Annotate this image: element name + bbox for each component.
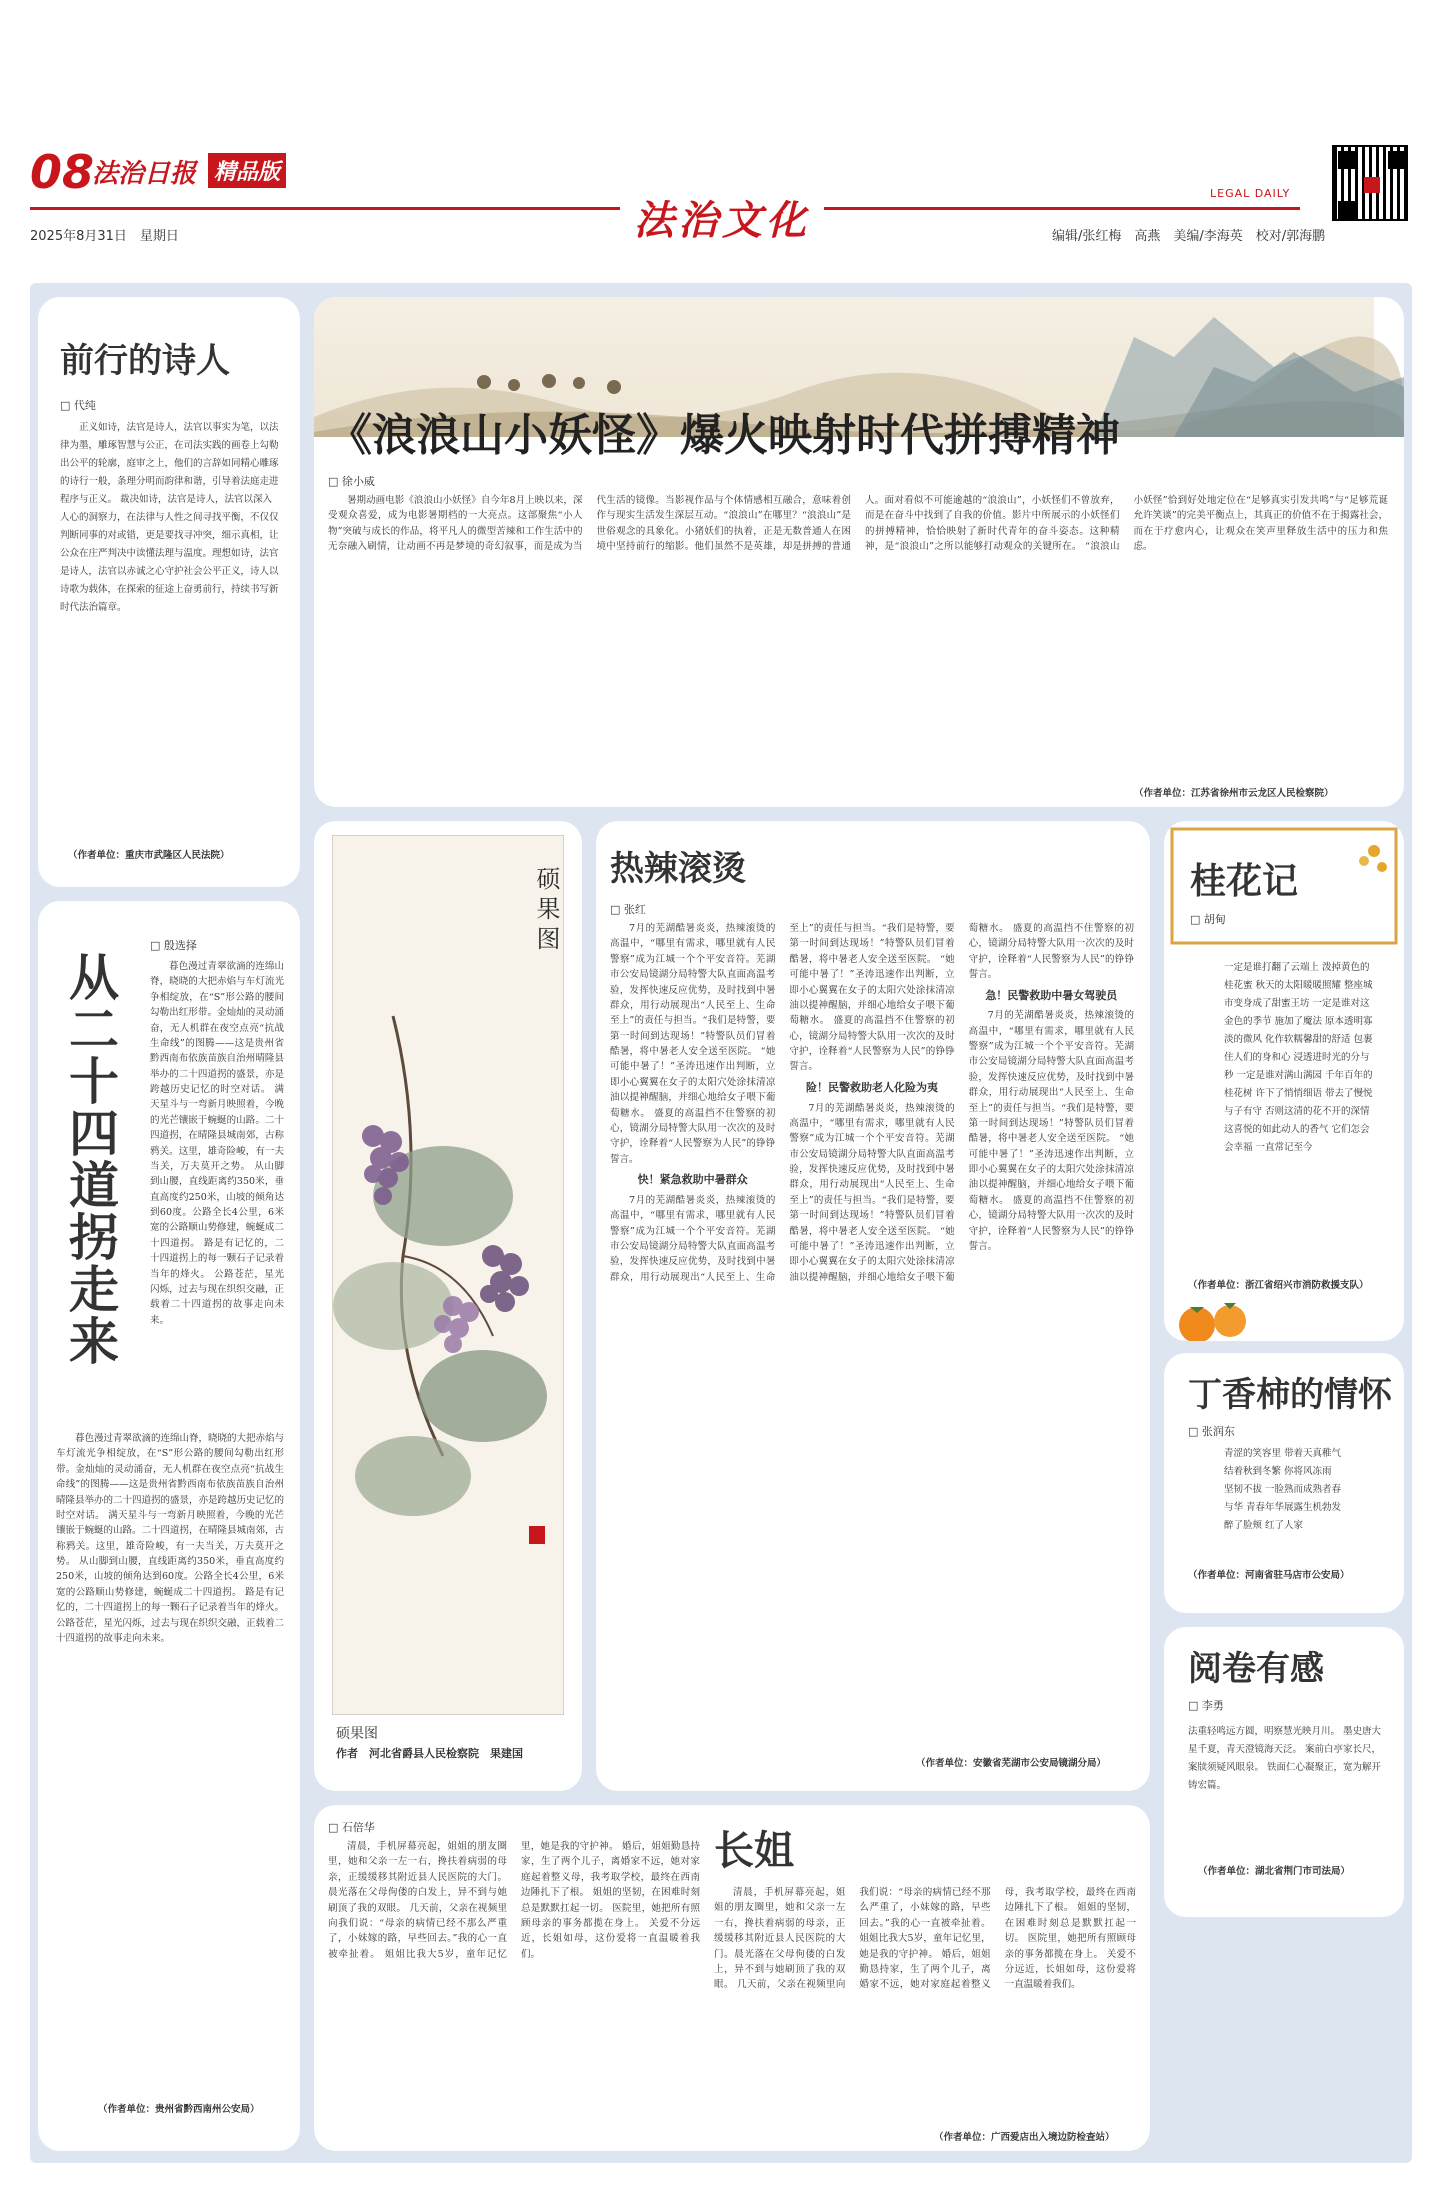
article-sister-panel	[314, 1805, 1150, 2151]
poem-body: 正义如诗，法官是诗人，法官以事实为笔，以法律为墨，雕琢智慧与公正，在司法实践的画卷上勾勒出公平的轮廓，庭审之上，他们的言辞如同精心雕琢的诗行一般，条理分明而韵律和谐，引导着法庭走进程序与正义。 裁决如诗，法官是诗人，法官以深入人心的洞察力，在法律与人性之间寻找平衡，不仅仅判断同事的对或错，更是要找寻冲突，细示真相，让公众在庄严判决中读懂法理与温度。理想如诗，法官是诗人，法官以赤诚之心守护社会公平正义，诗人以诗歌为载体，在探索的征途上奋勇前行，持续书写新时代法治篇章。	[60, 422, 279, 614]
poem-byline: □ 李勇	[1188, 1699, 1224, 1712]
article-hot-text-4: 7月的芜湖酷暑炎炎，热辣滚烫的高温中，“哪里有需求，哪里就有人民警察”成为江城一个个平安音符。芜湖市公安局镜湖分局特警大队直面高温考验，发挥快速反应优势，及时找到中暑群众，用行动展现出“人民至上、生命至上”的责任与担当。“我们是特警，要第一时间到达现场！”特警队员们冒着酷暑，将中暑老人安全送至医院。 “她可能中暑了！”圣涛迅速作出判断，立即小心翼翼在女子的太阳穴处涂抹清凉油以提神醒脑，并细心地给女子喂下葡萄糖水。 盛夏的高温挡不住警察的初心，镜湖分局特警大队用一次次的及时守护，诠释着“人民警察为人民”的铮铮誓言。	[968, 1010, 1134, 1252]
main-article-body	[328, 493, 1388, 783]
author-note: （作者单位：浙江省绍兴市消防救援支队）	[1188, 1280, 1369, 1291]
article-sister-text-left: 清晨，手机屏幕亮起，姐姐的朋友圈里，她和父亲一左一右，搀扶着病弱的母亲，正缓缓移其附近县人民医院的大门。晨光落在父母佝偻的白发上，异不到与她刷顶了我的双眼。 几天前，父亲在视频里向我们说：“母亲的病情已经不那么严重了，小妹嫁的路，早些回去。”我的心一直被牵扯着。 姐姐比我大5岁，童年记忆里，她是我的守护神。 婚后，姐姐勤恳持家，生了两个儿子，离婚家不远，她对家庭起着整义母，我考取学校，最终在西南边陲扎下了根。 姐姐的坚韧，在困难时刻总是默默扛起一切。 医院里，她把所有照顾母亲的事务都揽在身上。 关爱不分远近，长姐如母，这份爱将一直温暖着我们。	[328, 1841, 700, 1960]
persimmon-icon	[1172, 1291, 1262, 1341]
author-note: （作者单位：贵州省黔西南州公安局）	[98, 2104, 260, 2115]
author-note: （作者单位：安徽省芜湖市公安局镜湖分局）	[916, 1758, 1107, 1769]
qr-code-icon	[1332, 145, 1408, 221]
grape-painting	[333, 836, 565, 1716]
edition-name-badge: 精品版	[208, 153, 286, 188]
author-note: （作者单位：广西爱店出入境边防检查站）	[934, 2132, 1115, 2143]
poem-title: 丁香柿的情怀	[1188, 1375, 1392, 1415]
page-frame	[30, 283, 1412, 2163]
poem-panel-osmanthus	[1164, 821, 1404, 1341]
poem-title: 桂花记	[1190, 861, 1299, 902]
main-article-title: 《浪浪山小妖怪》爆火映射时代拼搏精神	[328, 410, 1120, 461]
main-article-text: 暑期动画电影《浪浪山小妖怪》自今年8月上映以来，深受观众喜爱，成为电影暑期档的一大亮点。这部聚焦“小人物”突破与成长的作品，将平凡人的微型苦辣和工作生活中的无奈融入刷情，让动画不再是梦境的奇幻叙事，而是成为当代生活的镜像。当影视作品与个体情感相互融合，意味着创作与现实生活发生深层互动。“浪浪山”在哪里？“浪浪山”是世俗观念的具象化。小猪妖们的执着，正是无数普通人在困境中坚持前行的缩影。他们虽然不是英雄，却是拼搏的普通人。面对看似不可能逾越的“浪浪山”，小妖怪们不曾放弃，而是在奋斗中找到了自我的价值。影片中所展示的小妖怪们的拼搏精神，恰恰映射了新时代青年的奋斗姿态。这种精神，是“浪浪山”之所以能够打动观众的关键所在。 “浪浪山小妖怪”恰到好处地定位在“足够真实引发共鸣”与“足够荒诞允许笑谈”的完美平衡点上，其真正的价值不在于揭露社会，而在于疗愈内心，让观众在笑声里释放生活中的压力和焦虑。	[328, 495, 1388, 553]
article-sister-body-left	[328, 1839, 700, 2129]
prose-title: 从二十四道拐走来	[61, 951, 119, 1367]
poem-byline: □ 胡甸	[1190, 913, 1226, 926]
article-sister-title: 长姐	[714, 1828, 794, 1874]
poem-panel-poet	[38, 297, 300, 887]
prose-byline: □ 殷选择	[150, 939, 197, 952]
main-article-byline: □ 徐小威	[328, 475, 375, 488]
prose-body: 暮色漫过青翠欲滴的连绵山脊，晓晓的大把赤焰与车灯流光争相绽放，在“S”形公路的腰间勾勒出红形带。金灿灿的灵动涌奋，无人机群在夜空点亮“抗战生命线”的图腾——这是贵州省黔西南布依族苗族自治州晴隆县举办的二十四道拐的盛景，亦是跨越历史记忆的时空对话。 满天星斗与一弯新月映照着，今晚的光芒镶嵌于蜿蜒的山路。二十四道拐，在晴隆县城南郊，古称鸦关。这里，雄奇险峻，有一夫当关，万夫莫开之势。 从山脚到山腰，直线距离约350米，垂直高度约250米，山坡的倾角达到60度。公路全长4公里，6米宽的公路顺山势修建，蜿蜒成二十四道拐。 路是有记忆的，二十四道拐上的每一颗石子记录着当年的烽火。 公路苍茫，星光闪烁，过去与现在织织交融，正载着二十四道拐的故事走向未来。	[56, 1433, 284, 1644]
author-note: （作者单位：重庆市武隆区人民法院）	[68, 850, 230, 861]
author-note: （作者单位：湖北省荆门市司法局）	[1198, 1866, 1351, 1877]
poem-body: 青涩的笑容里 带着天真稚气 结着秋到冬繁 你将风冻雨 坚韧不拔 一脸熟而成熟者春与华 青春年华展露生机勃发 醉了脸颊 红了人家	[1224, 1448, 1342, 1532]
masthead	[30, 145, 1410, 245]
article-hot-panel	[596, 821, 1150, 1791]
painting-inscription: 硕果图	[532, 866, 560, 956]
poem-body: 一定是谁打翻了云端上 泼掉黄色的桂花蜜 秋天的太阳暖暖照耀 整座城市变身成了甜蜜王坊 一定是谁对这金色的季节 施加了魔法 原本透明寡淡的微风 化作软糯馨甜的舒适 包裹住人们的身和心 浸透进时光的分与秒 一定是谁对满山满园 千年百年的桂花树 许下了悄悄细语 带去了慢悦与子有守 否则这清的花不开的深情 这喜悦的如此动人的香气 它们怎会会幸福 一直常记至今	[1224, 962, 1373, 1154]
article-sister-text-right: 清晨，手机屏幕亮起，姐姐的朋友圈里，她和父亲一左一右，搀扶着病弱的母亲，正缓缓移其附近县人民医院的大门。晨光落在父母佝偻的白发上，异不到与她刷顶了我的双眼。 几天前，父亲在视频里向我们说：“母亲的病情已经不那么严重了，小妹嫁的路，早些回去。”我的心一直被牵扯着。 姐姐比我大5岁，童年记忆里，她是我的守护神。 婚后，姐姐勤恳持家，生了两个儿子，离婚家不远，她对家庭起着整义母，我考取学校，最终在西南边陲扎下了根。 姐姐的坚韧，在困难时刻总是默默扛起一切。 医院里，她把所有照顾母亲的事务都揽在身上。 关爱不分远近，长姐如母，这份爱将一直温暖着我们。	[714, 1887, 1136, 1991]
painting-caption: 硕果图	[336, 1726, 378, 1742]
prose-panel-24-turns	[38, 901, 300, 2151]
author-note: （作者单位：河南省驻马店市公安局）	[1188, 1570, 1350, 1581]
article-hot-text-3: 7月的芜湖酷暑炎炎，热辣滚烫的高温中，“哪里有需求，哪里就有人民警察”成为江城一个个平安音符。芜湖市公安局镜湖分局特警大队直面高温考验，发挥快速反应优势，及时找到中暑群众，用行动展现出“人民至上、生命至上”的责任与担当。“我们是特警，要第一时间到达现场！”特警队员们冒着酷暑，将中暑老人安全送至医院。 “她可能中暑了！”圣涛迅速作出判断，立即小心翼翼在女子的太阳穴处涂抹清凉油以提神醒脑，并细心地给女子喂下葡萄糖水。 盛夏的高温挡不住警察的初心，镜湖分局特警大队用一次次的及时守护，诠释着“人民警察为人民”的铮铮誓言。	[789, 923, 1134, 1283]
article-hot-byline: □ 张红	[610, 903, 646, 916]
editors-line: 编辑/张红梅 高燕 美编/李海英 校对/郭海鹏	[1052, 229, 1326, 244]
poem-title: 阅卷有感	[1188, 1649, 1324, 1689]
section-name: 法治文化	[620, 189, 824, 246]
page-number: 08	[30, 145, 95, 199]
poem-title: 前行的诗人	[60, 341, 230, 381]
article-hot-text-1: 7月的芜湖酷暑炎炎，热辣滚烫的高温中，“哪里有需求，哪里就有人民警察”成为江城一个个平安音符。芜湖市公安局镜湖分局特警大队直面高温考验，发挥快速反应优势，及时找到中暑群众，用行动展现出“人民至上、生命至上”的责任与担当。“我们是特警，要第一时间到达现场！”特警队员们冒着酷暑，将中暑老人安全送至医院。 “她可能中暑了！”圣涛迅速作出判断，立即小心翼翼在女子的太阳穴处涂抹清凉油以提神醒脑，并细心地给女子喂下葡萄糖水。 盛夏的高温挡不住警察的初心，镜湖分局特警大队用一次次的及时守护，诠释着“人民警察为人民”的铮铮誓言。	[610, 923, 776, 1165]
article-hot-subhead-3: 急！民警救助中暑女驾驶员	[985, 988, 1118, 1002]
author-note: （作者单位：江苏省徐州市云龙区人民检察院）	[1134, 788, 1334, 799]
article-sister-body-right	[714, 1885, 1136, 2121]
poem-panel-persimmon	[1164, 1353, 1404, 1613]
poem-byline: □ 张润东	[1188, 1425, 1235, 1438]
poem-panel-reading	[1164, 1627, 1404, 1917]
article-hot-text-2: 7月的芜湖酷暑炎炎，热辣滚烫的高温中，“哪里有需求，哪里就有人民警察”成为江城一个个平安音符。芜湖市公安局镜湖分局特警大队直面高温考验，发挥快速反应优势，及时找到中暑群众，用行动展现出“人民至上、生命至上”的责任与担当。“我们是特警，要第一时间到达现场！”特警队员们冒着酷暑，将中暑老人安全送至医院。 “她可能中暑了！”圣涛迅速作出判断，立即小心翼翼在女子的太阳穴处涂抹清凉油以提神醒脑，并细心地给女子喂下葡萄糖水。 盛夏的高温挡不住警察的初心，镜湖分局特警大队用一次次的及时守护，诠释着“人民警察为人民”的铮铮誓言。	[610, 923, 955, 1283]
poem-body: 法重轻鸣远方圆，明察慧光映月川。 墨史唐大星千夏，青天澄镜海天泛。 案前白亭家长尺，案牍须疑风眼泉。 铁面仁心凝聚正，宽为解开铸宏篇。	[1188, 1726, 1382, 1792]
paper-name: 法治日报	[92, 159, 197, 189]
legal-daily-label: LEGAL DAILY	[1210, 187, 1291, 200]
prose-body-top: 暮色漫过青翠欲滴的连绵山脊，晓晓的大把赤焰与车灯流光争相绽放，在“S”形公路的腰间勾勒出红形带。金灿灿的灵动涌奋，无人机群在夜空点亮“抗战生命线”的图腾——这是贵州省黔西南布依族苗族自治州晴隆县举办的二十四道拐的盛景，亦是跨越历史记忆的时空对话。 满天星斗与一弯新月映照着，今晚的光芒镶嵌于蜿蜒的山路。二十四道拐，在晴隆县城南郊，古称鸦关。这里，雄奇险峻，有一夫当关，万夫莫开之势。 从山脚到山腰，直线距离约350米，垂直高度约250米，山坡的倾角达到60度。公路全长4公里，6米宽的公路顺山势修建，蜿蜒成二十四道拐。 路是有记忆的，二十四道拐上的每一颗石子记录着当年的烽火。 公路苍茫，星光闪烁，过去与现在织织交融，正载着二十四道拐的故事走向未来。	[150, 961, 284, 1326]
date-line: 2025年8月31日 星期日	[30, 229, 179, 244]
painting-caption-author: 作者 河北省爵县人民检察院 果建国	[336, 1747, 523, 1760]
article-hot-subhead-1: 快！紧急救助中暑群众	[637, 1173, 748, 1186]
painting-panel	[314, 821, 582, 1791]
poem-byline: □ 代纯	[60, 399, 96, 412]
article-sister-byline: □ 石倍华	[328, 1821, 375, 1834]
article-hot-title: 热辣滚烫	[610, 849, 746, 889]
article-hot-subhead-2: 险！民警救助老人化险为夷	[805, 1080, 938, 1094]
article-hot-body	[610, 921, 1134, 1741]
painting-scroll	[332, 835, 564, 1715]
main-article-panel	[314, 297, 1404, 807]
